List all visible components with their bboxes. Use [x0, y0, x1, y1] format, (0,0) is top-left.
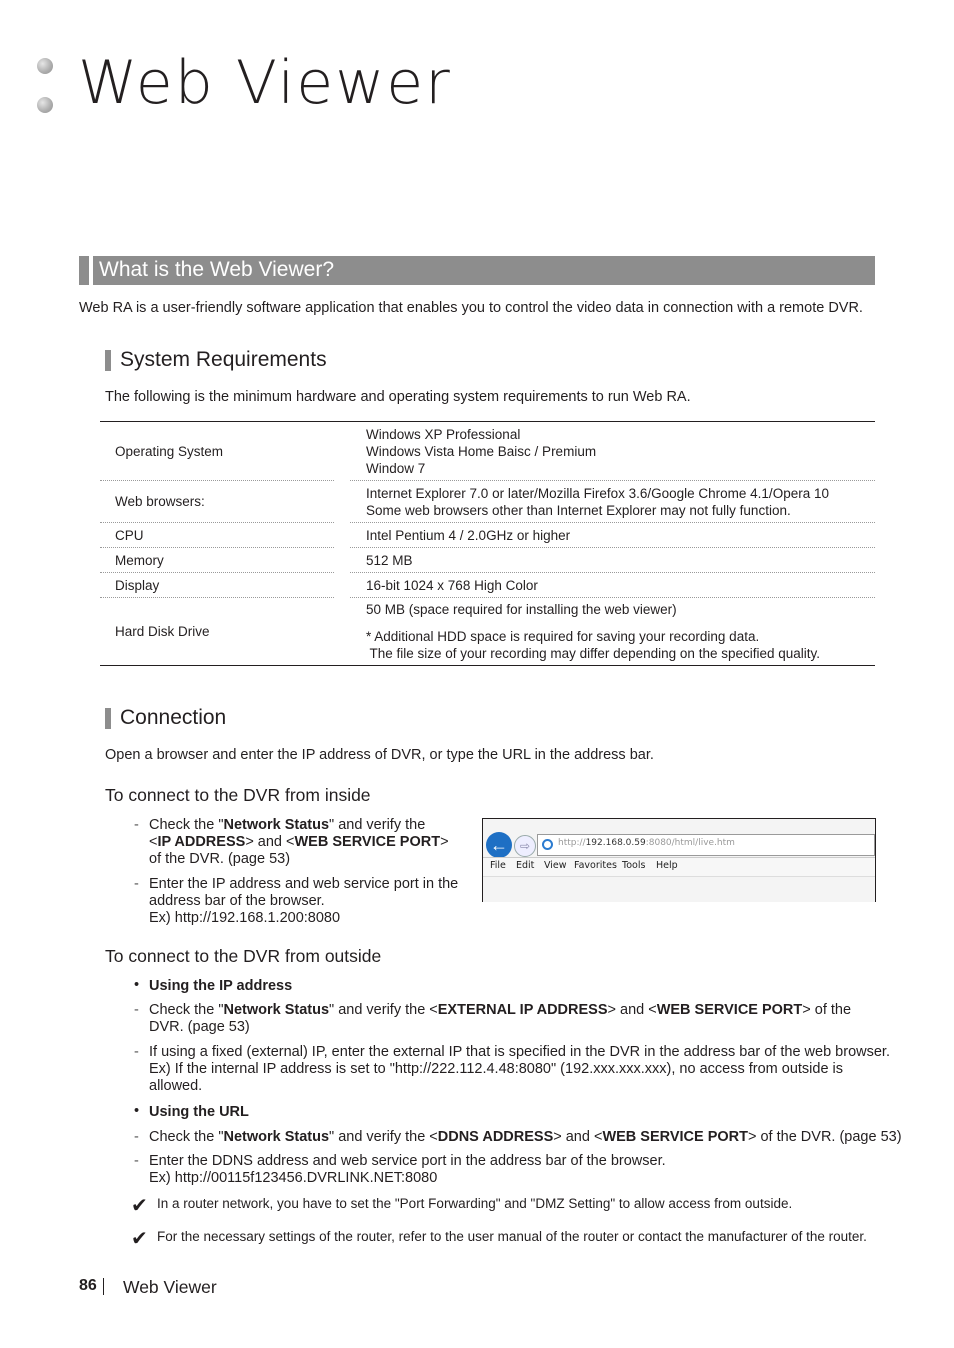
value-line: 50 MB (space required for installing the web viewer): [366, 602, 677, 617]
cell-spacer: [334, 422, 350, 481]
row-value: [350, 573, 875, 598]
text-fragment: > and <: [553, 1129, 603, 1145]
requirements-table: [100, 421, 875, 666]
browser-toolbar: [483, 819, 875, 857]
value-line: * Additional HDD space is required for saving your recording data.: [366, 629, 760, 644]
cell-spacer: [334, 573, 350, 598]
cell-spacer: [334, 523, 350, 548]
text-fragment: WEB SERVICE PORT: [602, 1129, 748, 1145]
text-fragment: Network Status: [223, 1002, 330, 1018]
browser-menubar: [483, 857, 875, 876]
url-rest: :8080/html/live.htm: [645, 838, 735, 848]
table-row: [100, 422, 875, 481]
decorative-dot-icon: [37, 97, 53, 113]
menu-file: File: [490, 860, 506, 871]
dash-marker: -: [134, 1153, 139, 1169]
cell-spacer: [334, 548, 350, 573]
footer-label: Web Viewer: [123, 1277, 217, 1297]
inside-step-2: [149, 876, 469, 927]
text-fragment: If using a fixed (external) IP, enter the external IP that is specified in the DVR in the address bar of the web browser.: [149, 1044, 890, 1060]
bullet-marker: •: [134, 1103, 140, 1119]
url-step-1: [149, 1129, 902, 1146]
menu-view: View: [544, 860, 567, 871]
text-fragment: EXTERNAL IP ADDRESS: [437, 1002, 608, 1018]
section-title: What is the Web Viewer?: [99, 258, 334, 281]
table-row: [100, 481, 875, 523]
dash-marker: -: [134, 817, 139, 833]
browser-content: [483, 876, 875, 902]
text-fragment: of the DVR. (page 53): [149, 851, 291, 867]
system-requirements-intro: The following is the minimum hardware and operating system requirements to run Web RA.: [105, 389, 691, 405]
value-line: Internet Explorer 7.0 or later/Mozilla Firefox 3.6/Google Chrome 4.1/Opera 10: [366, 485, 829, 501]
browser-screenshot: [482, 818, 876, 902]
text-fragment: WEB SERVICE PORT: [294, 834, 441, 850]
table-row: [100, 573, 875, 598]
text-fragment: Network Status: [223, 817, 330, 833]
footer-separator: [103, 1278, 104, 1295]
url-prefix: http://: [558, 838, 586, 848]
cell-spacer: [334, 598, 350, 666]
outside-heading: To connect to the DVR from outside: [105, 946, 382, 966]
bullet-marker: •: [134, 977, 140, 993]
text-fragment: > and <: [245, 834, 295, 850]
ie-logo-icon: [542, 839, 553, 850]
table-row: [100, 548, 875, 573]
text-fragment: Ex) http://192.168.1.200:8080: [149, 910, 341, 926]
note-1: In a router network, you have to set the "Port Forwarding" and "DMZ Setting" to allow access from outside.: [157, 1196, 793, 1211]
page-number: 86: [79, 1277, 97, 1294]
menu-help: Help: [656, 860, 678, 871]
table-row: [100, 523, 875, 548]
dash-marker: -: [134, 1129, 139, 1145]
url-bullet: Using the URL: [149, 1104, 249, 1120]
dash-marker: -: [134, 876, 139, 892]
url-host: 192.168.0.59: [585, 838, 646, 848]
chapter-title: Web Viewer: [78, 48, 452, 118]
system-requirements-heading: System Requirements: [120, 348, 327, 371]
text-fragment: allowed.: [149, 1078, 203, 1094]
row-label: Hard Disk Drive: [115, 624, 210, 639]
row-label: Operating System: [100, 422, 334, 481]
text-fragment: " and verify the: [329, 817, 426, 833]
checkmark-icon: ✔: [131, 1228, 148, 1250]
inside-heading: To connect to the DVR from inside: [105, 785, 371, 805]
text-fragment: DVR. (page 53): [149, 1019, 250, 1035]
decorative-dot-icon: [37, 58, 53, 74]
url-step-2: [149, 1153, 889, 1187]
inside-step-1: [149, 817, 469, 868]
value-line: Windows XP Professional: [366, 426, 521, 442]
row-label: Display: [100, 573, 334, 598]
ip-step-2: [149, 1044, 889, 1095]
section-banner: [79, 256, 875, 285]
row-value: [350, 523, 875, 548]
address-bar: [537, 834, 875, 856]
ip-bullet: Using the IP address: [149, 978, 293, 994]
text-fragment: " and verify the <: [329, 1002, 438, 1018]
note-2: For the necessary settings of the router, refer to the user manual of the router or contact the manufacturer of the router.: [157, 1229, 867, 1244]
text-fragment: Enter the IP address and web service port in the: [149, 876, 459, 892]
text-fragment: >: [440, 834, 449, 850]
value-line: Window 7: [366, 460, 426, 476]
menu-tools: Tools: [622, 860, 646, 871]
banner-bar: [79, 256, 89, 285]
text-fragment: Network Status: [223, 1129, 330, 1145]
menu-edit: Edit: [516, 860, 535, 871]
value-line: Intel Pentium 4 / 2.0GHz or higher: [366, 527, 571, 543]
row-value: [350, 481, 875, 523]
text-fragment: > of the DVR. (page 53): [748, 1129, 902, 1145]
text-fragment: " and verify the <: [329, 1129, 438, 1145]
text-fragment: DDNS ADDRESS: [437, 1129, 554, 1145]
back-arrow-icon: ←: [486, 832, 512, 858]
text-fragment: Ex) If the internal IP address is set to "http://222.112.4.48:8080" (192.xxx.xxx.xxx), no access from outside is: [149, 1061, 844, 1077]
ip-step-1: [149, 1002, 879, 1036]
row-label: Web browsers:: [100, 481, 334, 523]
connection-intro: Open a browser and enter the IP address of DVR, or type the URL in the address bar.: [105, 747, 654, 763]
text-fragment: address bar of the browser.: [149, 893, 325, 909]
row-label: CPU: [100, 523, 334, 548]
text-fragment: Ex) http://00115f123456.DVRLINK.NET:8080: [149, 1170, 438, 1186]
heading-marker: [105, 350, 111, 371]
text-fragment: Check the ": [149, 1129, 224, 1145]
text-fragment: > of the: [802, 1002, 852, 1018]
table-row: [100, 598, 875, 666]
row-label: Memory: [100, 548, 334, 573]
text-fragment: <: [149, 834, 158, 850]
text-fragment: Check the ": [149, 817, 224, 833]
text-fragment: IP ADDRESS: [157, 834, 246, 850]
banner-gap: [89, 256, 93, 285]
address-url: [558, 838, 735, 848]
value-line: 16-bit 1024 x 768 High Color: [366, 577, 538, 593]
dash-marker: -: [134, 1044, 139, 1060]
connection-heading: Connection: [120, 706, 227, 729]
row-value: [350, 548, 875, 573]
section-intro: Web RA is a user-friendly software application that enables you to control the video data in connection with a remote DVR.: [79, 300, 863, 316]
heading-marker: [105, 708, 111, 729]
text-fragment: Check the ": [149, 1002, 224, 1018]
menu-favorites: Favorites: [574, 860, 617, 871]
dash-marker: -: [134, 1002, 139, 1018]
value-line: The file size of your recording may differ depending on the specified quality.: [366, 646, 821, 661]
cell-spacer: [334, 481, 350, 523]
checkmark-icon: ✔: [131, 1195, 148, 1217]
text-fragment: > and <: [607, 1002, 657, 1018]
forward-arrow-icon: ⇨: [514, 835, 536, 857]
text-fragment: WEB SERVICE PORT: [656, 1002, 803, 1018]
value-line: Windows Vista Home Baisc / Premium: [366, 443, 597, 459]
value-line: 512 MB: [366, 552, 413, 568]
row-value: [350, 598, 875, 666]
value-line: Some web browsers other than Internet Explorer may not fully function.: [366, 502, 791, 518]
row-value: [350, 422, 875, 481]
text-fragment: Enter the DDNS address and web service port in the address bar of the browser.: [149, 1153, 666, 1169]
